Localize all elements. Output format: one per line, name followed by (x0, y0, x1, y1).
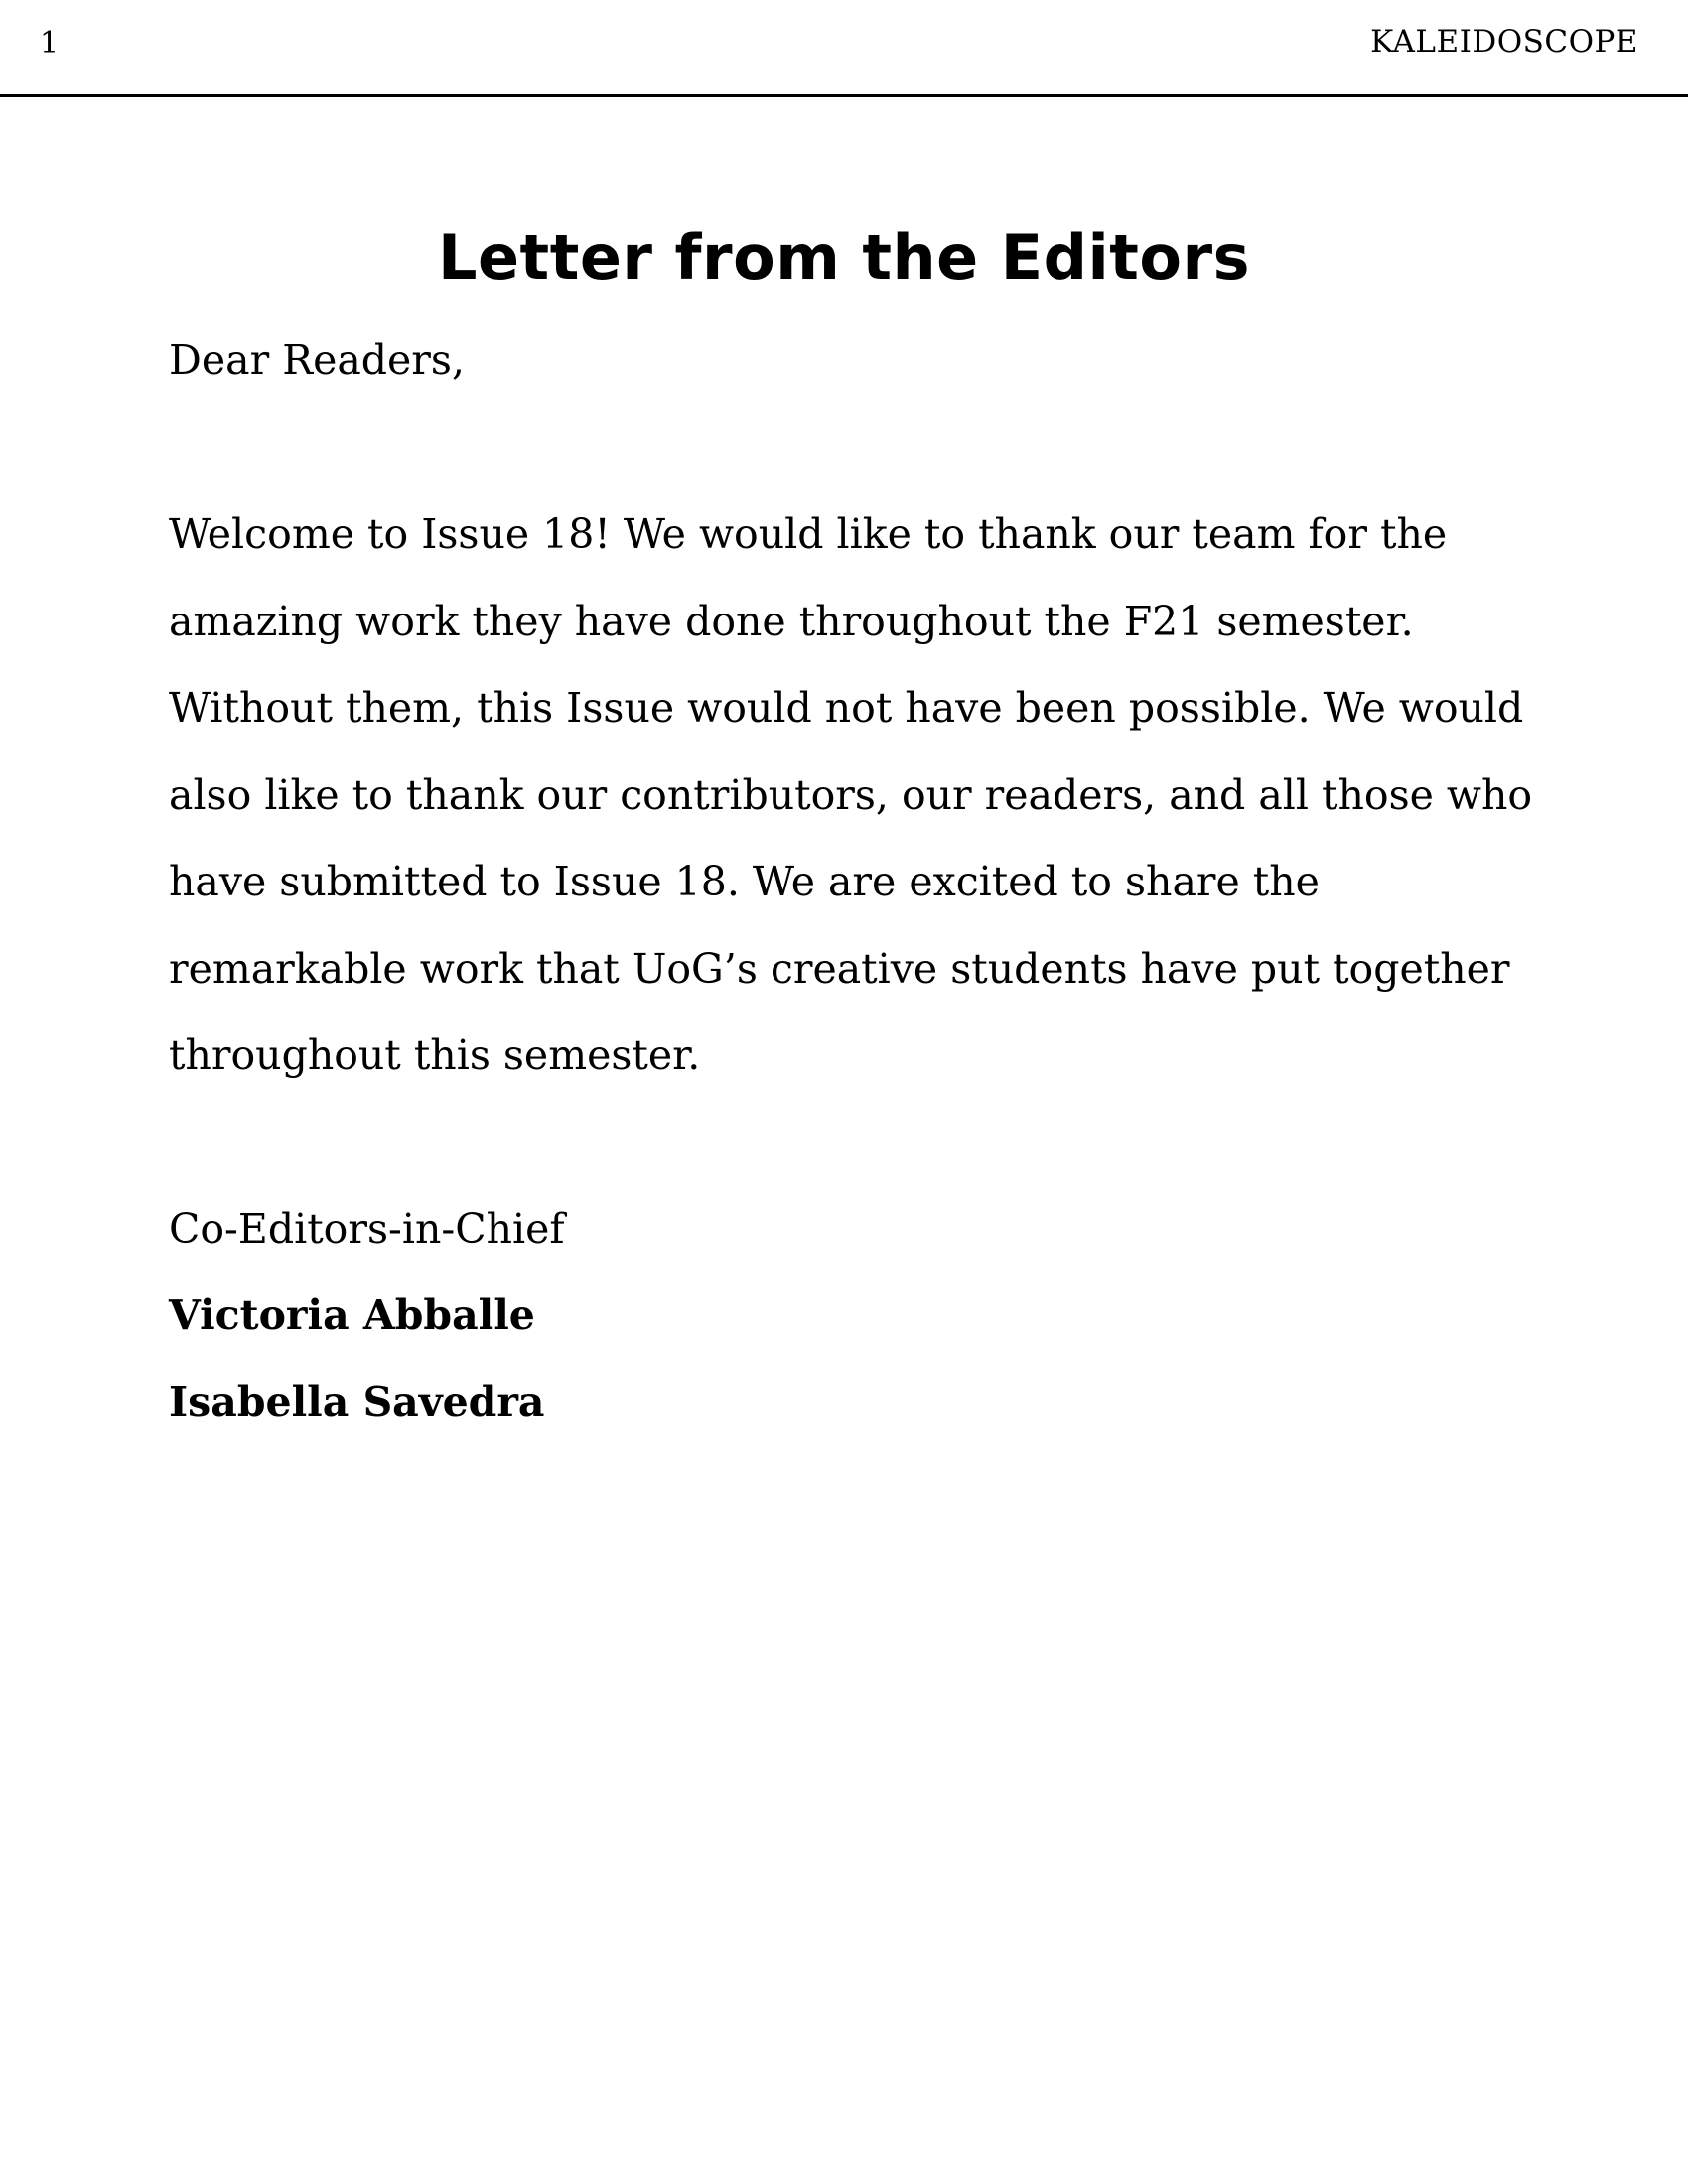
page-title: Letter from the Editors (438, 221, 1250, 294)
page-number: 1 (40, 26, 60, 61)
running-title: KALEIDOSCOPE (1370, 24, 1638, 60)
signoff-label: Co-Editors-in-Chief (169, 1205, 565, 1253)
editor-name: Victoria Abballe (169, 1292, 535, 1339)
page-header (0, 0, 1688, 97)
editor-name: Isabella Savedra (169, 1378, 545, 1426)
letter-body: Welcome to Issue 18! We would like to thank our team for the amazing work they have done throughout the F21 semester. Without them, this Issue would not have been possible. We would also like to thank our contributors, our readers, and all those who have submitted to Issue 18. We are excited to share the remarkable work that UoG’s creative students have put together throughout this semester. (169, 510, 1533, 1079)
salutation: Dear Readers, (169, 337, 465, 384)
